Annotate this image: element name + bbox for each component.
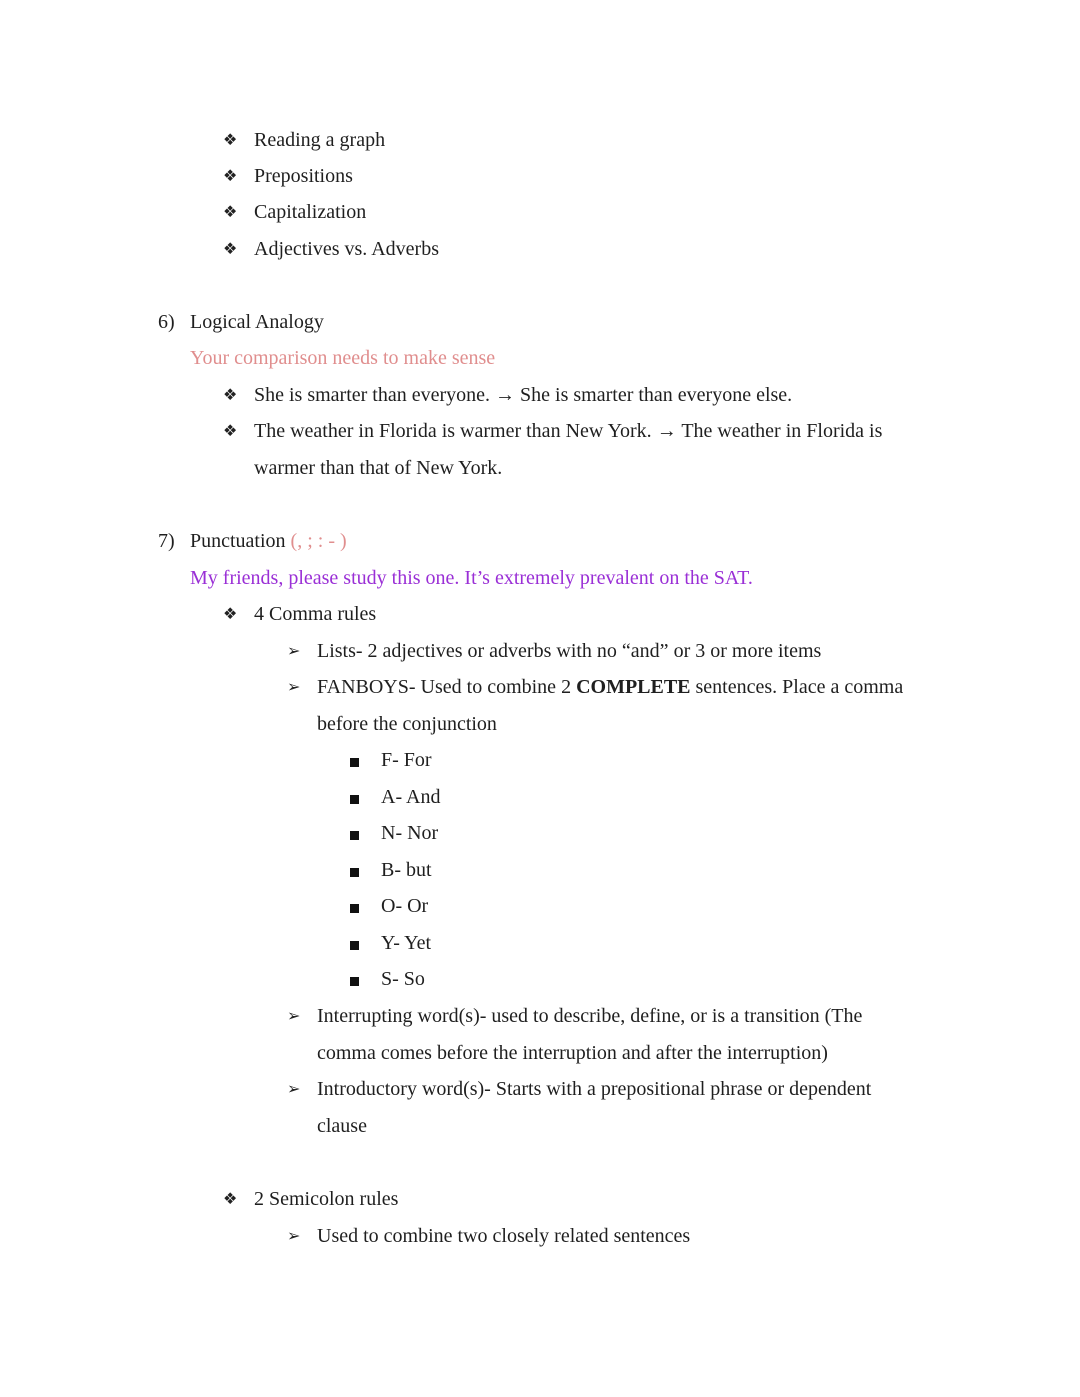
fanboys-rule xyxy=(317,675,903,699)
example-before: The weather in Florida is warmer than New York. xyxy=(254,420,652,442)
example-continuation: warmer than that of New York. xyxy=(254,457,503,479)
introductory-rule: Introductory word(s)- Starts with a prepositional phrase or dependent xyxy=(317,1078,872,1100)
square-bullet-icon xyxy=(350,941,359,950)
arrow-bullet-icon: ➢ xyxy=(287,1006,301,1025)
diamond-bullet-icon: ❖ xyxy=(223,130,238,149)
section-number: 7) xyxy=(158,530,175,552)
section-title: Logical Analogy xyxy=(190,311,324,333)
section-number: 6) xyxy=(158,311,175,333)
fanboys-item: Y- Yet xyxy=(381,932,432,954)
example-line xyxy=(254,419,882,443)
interrupting-rule-continuation: comma comes before the interruption and after the interruption) xyxy=(317,1042,828,1064)
list-item: Reading a graph xyxy=(254,129,386,151)
diamond-bullet-icon: ❖ xyxy=(223,421,238,440)
example-line xyxy=(254,383,792,407)
square-bullet-icon xyxy=(350,977,359,986)
fanboys-rule-post: sentences. Place a comma xyxy=(690,676,904,698)
diamond-bullet-icon: ❖ xyxy=(223,202,238,221)
punctuation-symbols: (, ; : - ) xyxy=(290,530,347,552)
semicolon-rules-label: 2 Semicolon rules xyxy=(254,1188,399,1210)
fanboys-rule-pre: FANBOYS- Used to combine 2 xyxy=(317,676,577,698)
section-note: Your comparison needs to make sense xyxy=(190,347,496,369)
interrupting-rule: Interrupting word(s)- used to describe, define, or is a transition (The xyxy=(317,1005,863,1027)
arrow-icon: → xyxy=(495,384,516,406)
arrow-bullet-icon: ➢ xyxy=(287,1079,301,1098)
arrow-icon: → xyxy=(656,420,677,442)
example-after: The weather in Florida is xyxy=(681,420,883,442)
arrow-bullet-icon: ➢ xyxy=(287,677,301,696)
arrow-bullet-icon: ➢ xyxy=(287,641,301,660)
fanboys-item: F- For xyxy=(381,749,432,771)
diamond-bullet-icon: ❖ xyxy=(223,385,238,404)
section-title: Punctuation xyxy=(190,530,286,552)
fanboys-item: B- but xyxy=(381,859,432,881)
fanboys-item: N- Nor xyxy=(381,822,439,844)
fanboys-rule-bold: COMPLETE xyxy=(576,676,691,698)
list-item: Capitalization xyxy=(254,201,367,223)
fanboys-rule-continuation: before the conjunction xyxy=(317,713,497,735)
diamond-bullet-icon: ❖ xyxy=(223,1189,238,1208)
example-after: She is smarter than everyone else. xyxy=(520,384,793,406)
list-item: Prepositions xyxy=(254,165,353,187)
square-bullet-icon xyxy=(350,831,359,840)
fanboys-item: S- So xyxy=(381,968,425,990)
fanboys-item: O- Or xyxy=(381,895,429,917)
lists-rule: Lists- 2 adjectives or adverbs with no “and” or 3 or more items xyxy=(317,640,822,662)
diamond-bullet-icon: ❖ xyxy=(223,239,238,258)
introductory-rule-continuation: clause xyxy=(317,1115,367,1137)
semicolon-rule: Used to combine two closely related sentences xyxy=(317,1225,691,1247)
fanboys-item: A- And xyxy=(381,786,441,808)
square-bullet-icon xyxy=(350,795,359,804)
comma-rules-label: 4 Comma rules xyxy=(254,603,377,625)
example-before: She is smarter than everyone. xyxy=(254,384,491,406)
diamond-bullet-icon: ❖ xyxy=(223,604,238,623)
square-bullet-icon xyxy=(350,758,359,767)
square-bullet-icon xyxy=(350,868,359,877)
square-bullet-icon xyxy=(350,904,359,913)
section-title-line xyxy=(190,529,347,553)
section-note: My friends, please study this one. It’s extremely prevalent on the SAT. xyxy=(190,567,753,589)
diamond-bullet-icon: ❖ xyxy=(223,166,238,185)
list-item: Adjectives vs. Adverbs xyxy=(254,238,439,260)
arrow-bullet-icon: ➢ xyxy=(287,1226,301,1245)
